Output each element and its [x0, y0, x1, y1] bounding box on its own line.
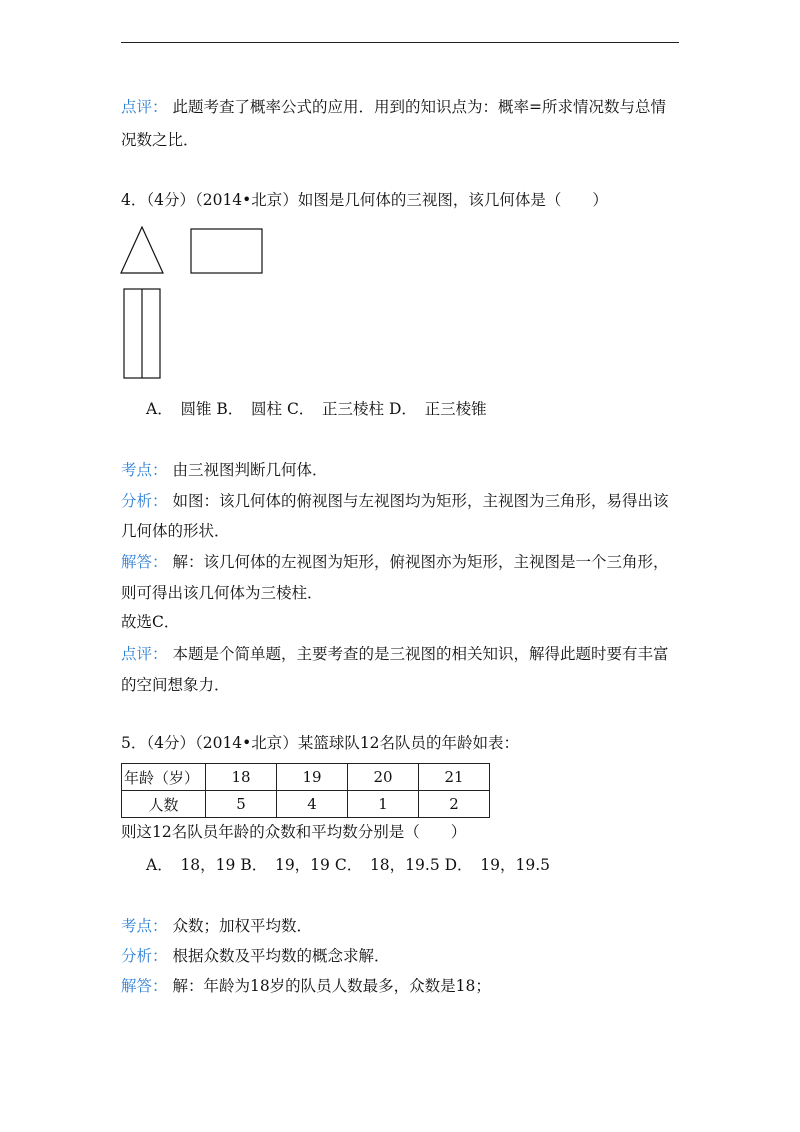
q4-dianping-line2: 的空间想象力． — [121, 676, 230, 694]
table-cell: 年龄（岁） — [122, 764, 206, 791]
question-5-stem: 5．（4分）（2014•北京）某篮球队12名队员的年龄如表： — [121, 734, 520, 752]
question-4-stem: 4．（4分）（2014•北京）如图是几何体的三视图，该几何体是（ ） — [121, 191, 608, 209]
table-row — [122, 764, 490, 791]
header-rule — [121, 42, 679, 43]
dianping-label: 点评： — [121, 645, 168, 663]
table-cell: 18 — [206, 764, 277, 791]
table-cell: 20 — [348, 764, 419, 791]
jieda-label: 解答： — [121, 977, 168, 995]
comment-label: 点评： — [121, 98, 168, 116]
front-view-triangle — [121, 227, 163, 273]
question-5-text: 则这12名队员年龄的众数和平均数分别是（ ） — [121, 823, 467, 841]
fenxi-text: 如图：该几何体的俯视图与左视图均为矩形，主视图为三角形，易得出该 — [172, 492, 669, 510]
age-table — [121, 763, 490, 818]
comment-text: 此题考查了概率公式的应用．用到的知识点为：概率=所求情况数与总情 — [172, 98, 666, 116]
q3-comment-line1 — [121, 97, 666, 117]
question-5-options: A． 18，19 B． 19，19 C． 18，19.5 D． 19，19.5 — [146, 856, 551, 874]
q4-dianping-line1 — [121, 644, 668, 664]
table-cell: 1 — [348, 791, 419, 818]
q4-fenxi-line2: 几何体的形状． — [121, 522, 230, 540]
q5-kaodian — [121, 916, 312, 936]
q5-jieda — [121, 976, 491, 996]
q4-fenxi-line1 — [121, 491, 668, 511]
q4-jieda-line1 — [121, 552, 668, 572]
three-view-figure — [118, 226, 268, 384]
q5-fenxi — [121, 946, 389, 966]
fenxi-text: 根据众数及平均数的概念求解． — [172, 947, 390, 965]
table-row — [122, 791, 490, 818]
jieda-text: 解：该几何体的左视图为矩形，俯视图亦为矩形，主视图是一个三角形， — [172, 553, 669, 571]
q4-jieda-line2: 则可得出该几何体为三棱柱． — [121, 584, 323, 602]
jieda-text: 解：年龄为18岁的队员人数最多，众数是18； — [172, 977, 491, 995]
question-4-options: A． 圆锥 B． 圆柱 C． 正三棱柱 D． 正三棱锥 — [146, 400, 487, 418]
table-cell: 人数 — [122, 791, 206, 818]
table-cell: 19 — [277, 764, 348, 791]
q4-jieda-line3: 故选C． — [121, 613, 180, 631]
fenxi-label: 分析： — [121, 492, 168, 510]
q4-kaodian — [121, 460, 327, 480]
table-cell: 21 — [419, 764, 490, 791]
table-cell: 5 — [206, 791, 277, 818]
kaodian-label: 考点： — [121, 917, 168, 935]
fenxi-label: 分析： — [121, 947, 168, 965]
table-cell: 2 — [419, 791, 490, 818]
side-view-rectangle — [191, 229, 262, 273]
kaodian-text: 众数；加权平均数． — [172, 917, 312, 935]
kaodian-text: 由三视图判断几何体． — [172, 461, 328, 479]
dianping-text: 本题是个简单题，主要考查的是三视图的相关知识，解得此题时要有丰富 — [172, 645, 669, 663]
kaodian-label: 考点： — [121, 461, 168, 479]
jieda-label: 解答： — [121, 553, 168, 571]
q3-comment-line2: 况数之比． — [121, 131, 199, 149]
table-cell: 4 — [277, 791, 348, 818]
